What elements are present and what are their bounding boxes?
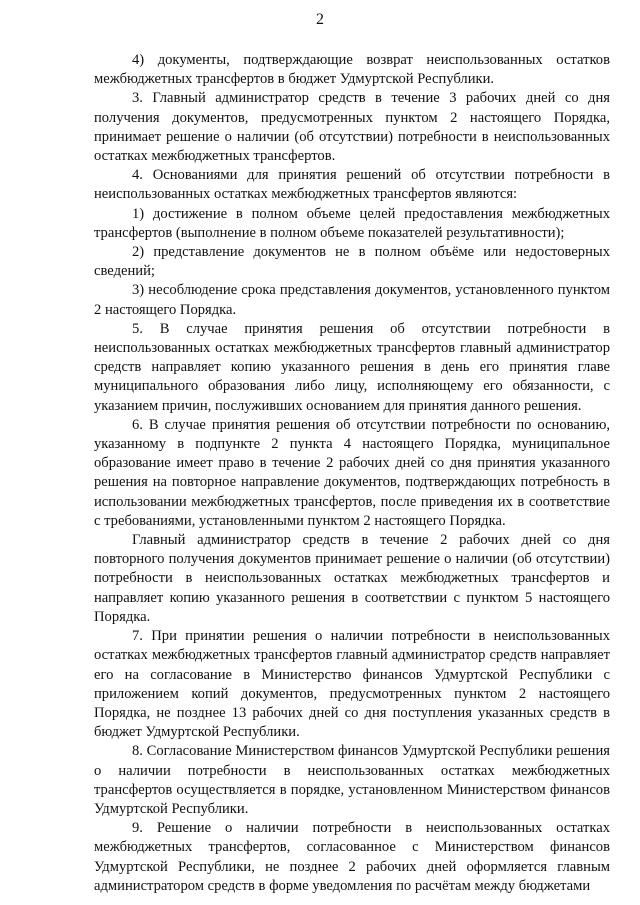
paragraph-clause-4-item-1: 1) достижение в полном объеме целей предоставления межбюджетных трансфертов (выполнение в полном объеме показателей результативности); [94,205,610,241]
paragraph-clause-9: 9. Решение о наличии потребности в неиспользованных остатках межбюджетных трансфертов, согласованное с Министерством финансов Удмуртской Республики, не позднее 2 рабочих дней оформляется главным администратором средств в форме уведомления по расчётам между бюджетами [94,820,610,894]
paragraph-clause-3: 3. Главный администратор средств в течение 3 рабочих дней со дня получения документов, предусмотренных пунктом 2 настоящего Порядка, принимает решение о наличии (об отсутствии) потребности в неиспользованных остатках межбюджетных трансфертов. [94,90,610,165]
paragraph-clause-8: 8. Согласование Министерством финансов Удмуртской Республики решения о наличии потребности в неиспользованных остатках межбюджетных трансфертов осуществляется в порядке, установленном Министерством финансов Удмуртской Республики. [94,743,610,817]
paragraph-clause-6: 6. В случае принятия решения об отсутствии потребности по основанию, указанному в подпункте 2 пункта 4 настоящего Порядка, муниципальное образование имеет право в течение 2 рабочих дней со дня принятия указанного решения на повторное направление документов, подтверждающих потребность в использовании межбюджетных трансфертов, после приведения их в соответствие с требованиями, установленными пунктом 2 настоящего Порядка. [94,416,610,529]
paragraph-clause-4: 4. Основаниями для принятия решений об отсутствии потребности в неиспользованных остатках межбюджетных трансфертов являются: [94,167,610,203]
document-body [94,51,610,896]
paragraph-clause-7: 7. При принятии решения о наличии потребности в неиспользованных остатках межбюджетных трансфертов главный администратор средств направляет его на согласование в Министерство финансов Удмуртской Республики с приложением копий документов, предусмотренных пунктом 2 настоящего Порядка, не позднее 13 рабочих дней со дня поступления указанных средств в бюджет Удмуртской Республики. [94,628,610,741]
paragraph-clause-6-continued: Главный администратор средств в течение 2 рабочих дней со дня повторного получения документов принимает решение о наличии (об отсутствии) потребности в неиспользованных остатках межбюджетных трансфертов и направляет копию указанного решения в соответствии с пунктом 5 настоящего Порядка. [94,532,610,625]
paragraph-clause-5: 5. В случае принятия решения об отсутствии потребности в неиспользованных остатках межбюджетных трансфертов главный администратор средств направляет копию указанного решения в день его принятия главе муниципального образования либо лицу, исполняющему его обязанности, с указанием причин, послуживших основанием для принятия данного решения. [94,320,610,414]
page-number: 2 [316,11,324,28]
paragraph-clause-4-item-2: 2) представление документов не в полном объёме или недостоверных сведений; [94,244,610,280]
paragraph-item-4-documents: 4) документы, подтверждающие возврат неиспользованных остатков межбюджетных трансфертов в бюджет Удмуртской Республики. [94,52,610,88]
paragraph-clause-4-item-3: 3) несоблюдение срока представления документов, установленного пунктом 2 настоящего Порядка. [94,282,610,318]
